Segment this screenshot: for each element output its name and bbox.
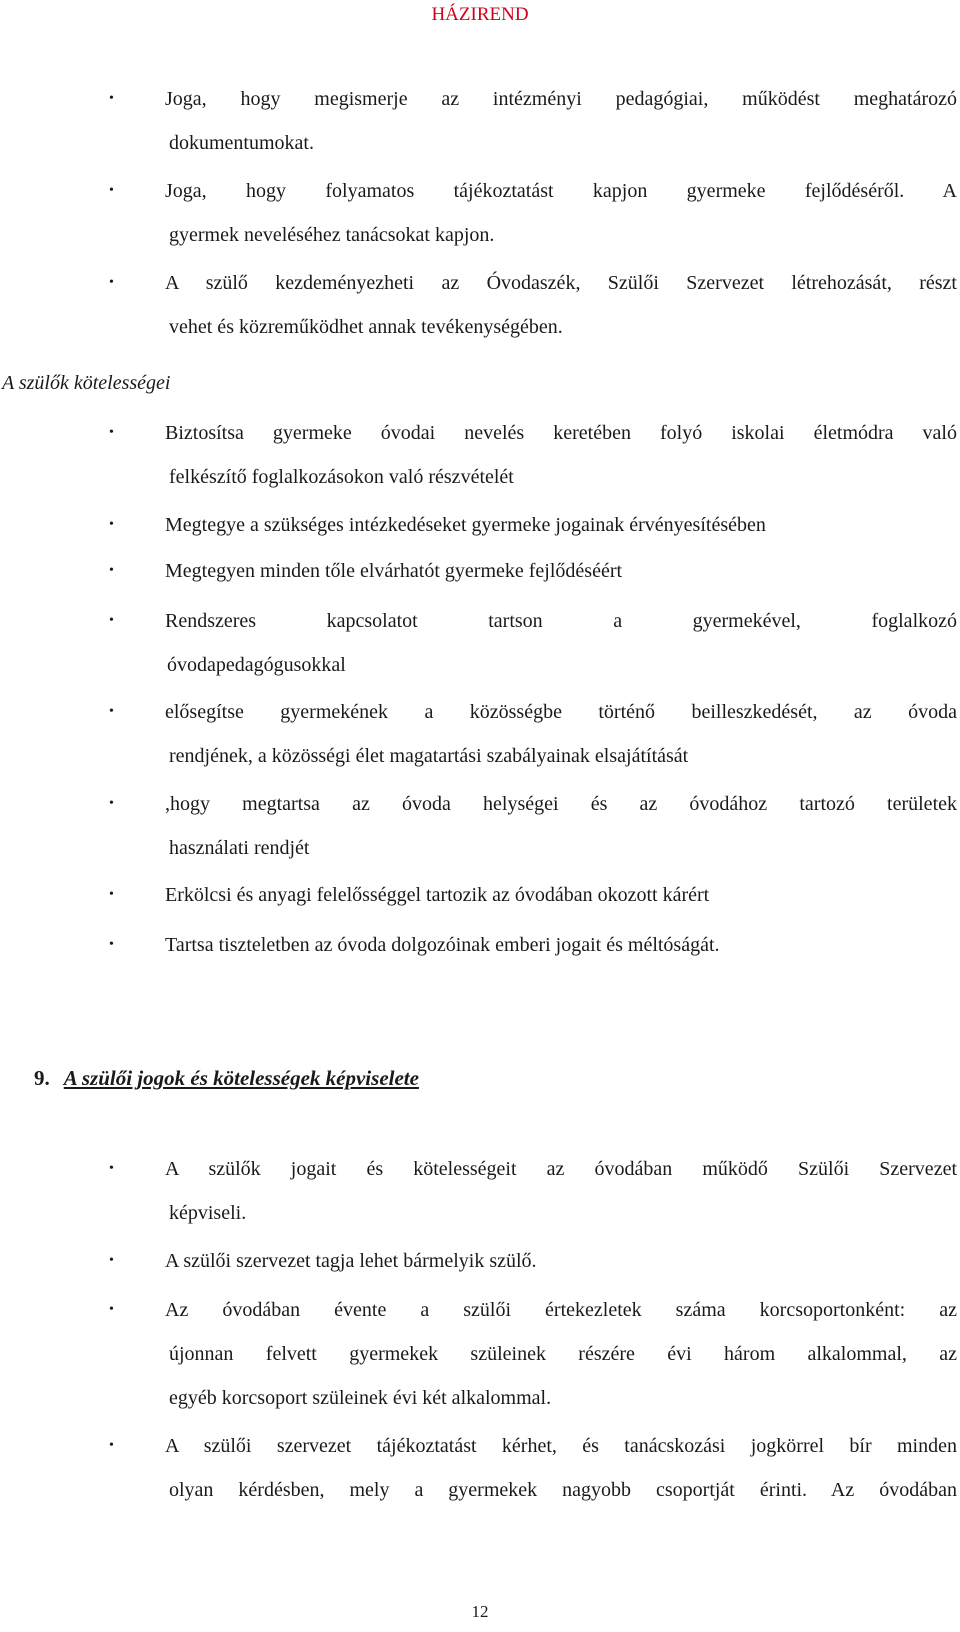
list-item-line: dokumentumokat. — [169, 132, 314, 154]
bullet-icon: • — [109, 704, 114, 719]
list-item-line: Joga, hogy folyamatos tájékoztatást kapjon gyermeke fejlődéséről. A — [165, 180, 957, 202]
bullet-icon: • — [109, 937, 114, 952]
list-item-line: rendjének, a közösségi élet magatartási szabályainak elsajátítását — [169, 745, 689, 767]
bullet-icon: • — [109, 613, 114, 628]
list-item-line: óvodapedagógusokkal — [167, 654, 346, 676]
bullet-icon: • — [109, 796, 114, 811]
list-item-line: Joga, hogy megismerje az intézményi pedagógiai, működést meghatározó — [165, 88, 957, 110]
bullet-icon: • — [109, 91, 114, 106]
list-item-line: Megtegye a szükséges intézkedéseket gyermeke jogainak érvényesítésében — [165, 514, 766, 536]
bullet-icon: • — [109, 1438, 114, 1453]
list-item-line: A szülő kezdeményezheti az Óvodaszék, Szülői Szervezet létrehozását, részt — [165, 272, 957, 294]
bullet-icon: • — [109, 275, 114, 290]
running-header: HÁZIREND — [431, 4, 529, 25]
list-item-line: egyéb korcsoport szüleinek évi két alkalommal. — [169, 1387, 552, 1409]
list-item-line: A szülői szervezet tájékoztatást kérhet, és tanácskozási jogkörrel bír minden — [165, 1435, 957, 1457]
page-number: 12 — [471, 1602, 489, 1621]
list-item-line: Erkölcsi és anyagi felelősséggel tartozik az óvodában okozott kárért — [165, 884, 710, 906]
list-item-line: Rendszeres kapcsolatot tartson a gyermekével, foglalkozó — [165, 610, 957, 632]
list-item-line: A szülők jogait és kötelességeit az óvodában működő Szülői Szervezet — [165, 1158, 957, 1180]
bullet-icon: • — [109, 563, 114, 578]
list-item-line: képviseli. — [169, 1202, 247, 1224]
list-item-line: Az óvodában évente a szülői értekezletek száma korcsoportonként: az — [165, 1299, 957, 1321]
section-number: 9. — [34, 1066, 50, 1090]
list-item-line: elősegítse gyermekének a közösségbe történő beilleszkedését, az óvoda — [165, 701, 957, 723]
list-item-line: Megtegyen minden tőle elvárhatót gyermeke fejlődéséért — [165, 560, 623, 582]
bullet-icon: • — [109, 1253, 114, 1268]
list-item-line: felkészítő foglalkozásokon való részvételét — [169, 466, 514, 488]
section-subtitle: A szülők kötelességei — [2, 372, 171, 394]
list-item-line: vehet és közreműködhet annak tevékenységében. — [169, 316, 563, 338]
bullet-icon: • — [109, 425, 114, 440]
list-item-line: olyan kérdésben, mely a gyermekek nagyobb csoportját érinti. Az óvodában — [169, 1479, 957, 1501]
list-item-line: ,hogy megtartsa az óvoda helységei és az óvodához tartozó területek — [165, 793, 957, 815]
bullet-icon: • — [109, 1161, 114, 1176]
list-item-line: használati rendjét — [169, 837, 310, 859]
list-item-line: A szülői szervezet tagja lehet bármelyik szülő. — [165, 1250, 537, 1272]
bullet-icon: • — [109, 183, 114, 198]
bullet-icon: • — [109, 887, 114, 902]
section-heading — [34, 1066, 419, 1091]
bullet-icon: • — [109, 1302, 114, 1317]
list-item-line: gyermek neveléséhez tanácsokat kapjon. — [169, 224, 495, 246]
list-item-line: Biztosítsa gyermeke óvodai nevelés keretében folyó iskolai életmódra való — [165, 422, 957, 444]
list-item-line: Tartsa tiszteletben az óvoda dolgozóinak emberi jogait és méltóságát. — [165, 934, 720, 956]
list-item-line: újonnan felvett gyermekek szüleinek részére évi három alkalommal, az — [169, 1343, 957, 1365]
section-title: A szülői jogok és kötelességek képviselete — [63, 1066, 419, 1090]
bullet-icon: • — [109, 517, 114, 532]
